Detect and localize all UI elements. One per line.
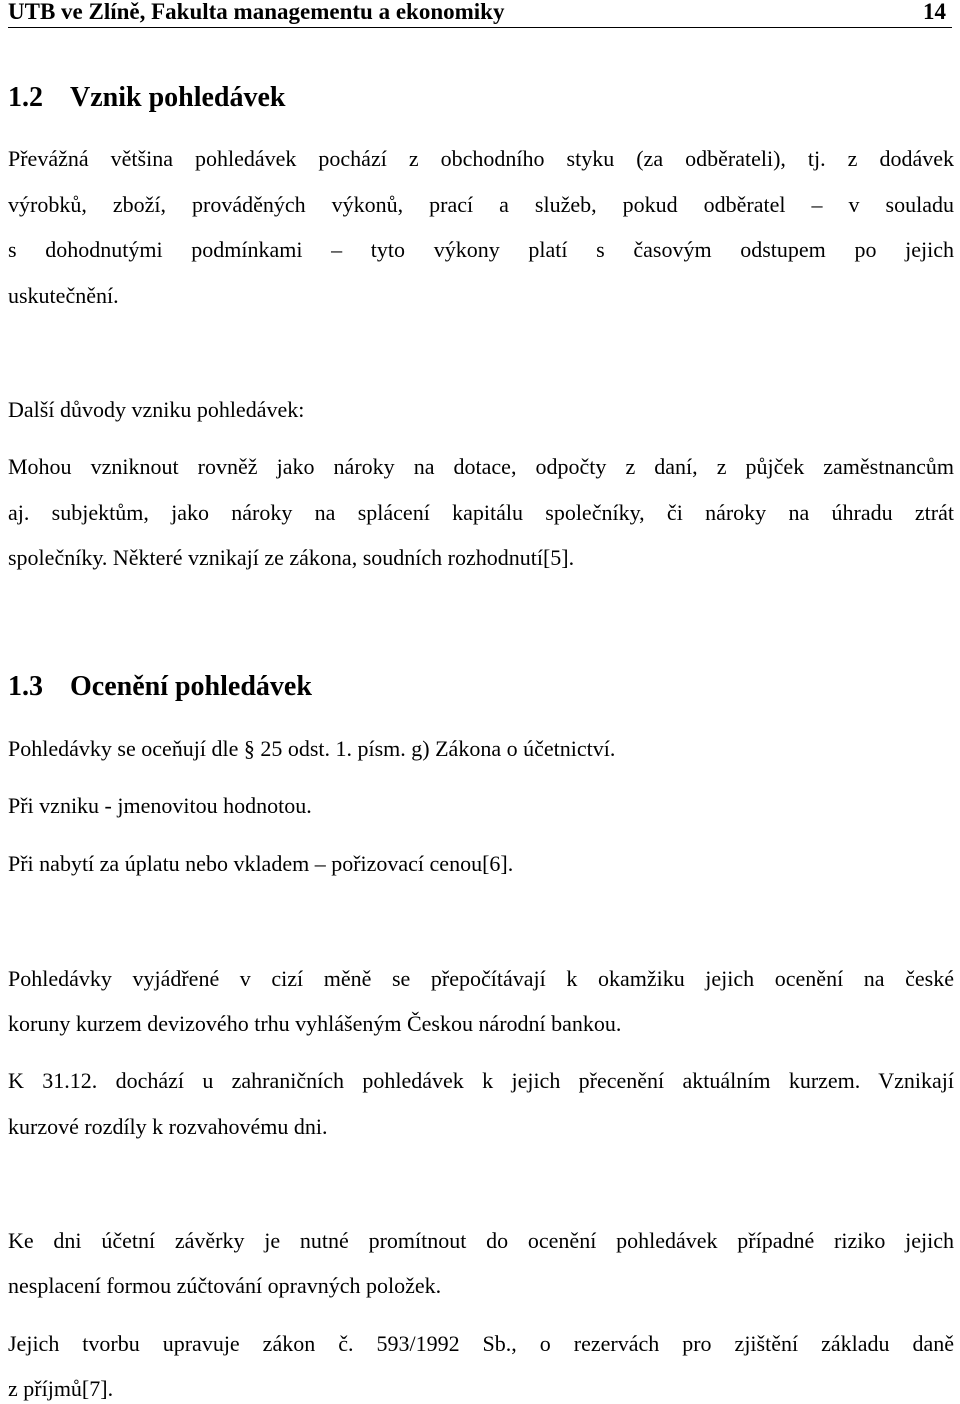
section-heading-1-2 [8, 82, 286, 114]
section-number: 1.2 [8, 82, 43, 113]
section-title: Ocenění pohledávek [70, 671, 312, 702]
paragraph-line: kurzové rozdíly k rozvahovému dni. [8, 1114, 328, 1139]
paragraph-line: Při vzniku - jmenovitou hodnotou. [8, 793, 312, 818]
paragraph-line: Při nabytí za úplatu nebo vkladem – pořizovací cenou[6]. [8, 851, 514, 876]
paragraph-line: z příjmů[7]. [8, 1376, 114, 1401]
header-page-number: 14 [923, 0, 946, 24]
paragraph-line: výrobků, zboží, prováděných výkonů, prací a služeb, pokud odběratel – v souladu [8, 192, 954, 217]
subheading-label: Další důvody vzniku pohledávek: [8, 397, 305, 422]
paragraph-line: uskutečnění. [8, 283, 119, 308]
header-divider [8, 27, 952, 28]
paragraph-line: Pohledávky se oceňují dle § 25 odst. 1. písm. g) Zákona o účetnictví. [8, 736, 616, 761]
paragraph-line: Pohledávky vyjádřené v cizí měně se přepočítávají k okamžiku jejich ocenění na české [8, 966, 954, 991]
paragraph-line: Převážná většina pohledávek pochází z obchodního styku (za odběrateli), tj. z dodávek [8, 146, 954, 171]
section-heading-1-3 [8, 671, 312, 703]
paragraph-line: K 31.12. dochází u zahraničních pohledávek k jejich přecenění aktuálním kurzem. Vznikají [8, 1068, 954, 1093]
paragraph-line: Mohou vzniknout rovněž jako nároky na dotace, odpočty z daní, z půjček zaměstnancům [8, 454, 954, 479]
paragraph-line: společníky. Některé vznikají ze zákona, soudních rozhodnutí[5]. [8, 545, 575, 570]
paragraph-line: Ke dni účetní závěrky je nutné promítnout do ocenění pohledávek případné riziko jejich [8, 1228, 954, 1253]
running-header [8, 0, 952, 26]
paragraph-line: Jejich tvorbu upravuje zákon č. 593/1992 Sb., o rezervách pro zjištění základu daně [8, 1331, 954, 1356]
paragraph-line: nesplacení formou zúčtování opravných položek. [8, 1273, 442, 1298]
header-title: UTB ve Zlíně, Fakulta managementu a ekonomiky [8, 0, 505, 24]
section-number: 1.3 [8, 671, 43, 702]
section-title: Vznik pohledávek [70, 82, 286, 113]
paragraph-line: koruny kurzem devizového trhu vyhlášeným Českou národní bankou. [8, 1011, 622, 1036]
paragraph-line: s dohodnutými podmínkami – tyto výkony platí s časovým odstupem po jejich [8, 237, 954, 262]
paragraph-line: aj. subjektům, jako nároky na splácení kapitálu společníky, či nároky na úhradu ztrát [8, 500, 954, 525]
